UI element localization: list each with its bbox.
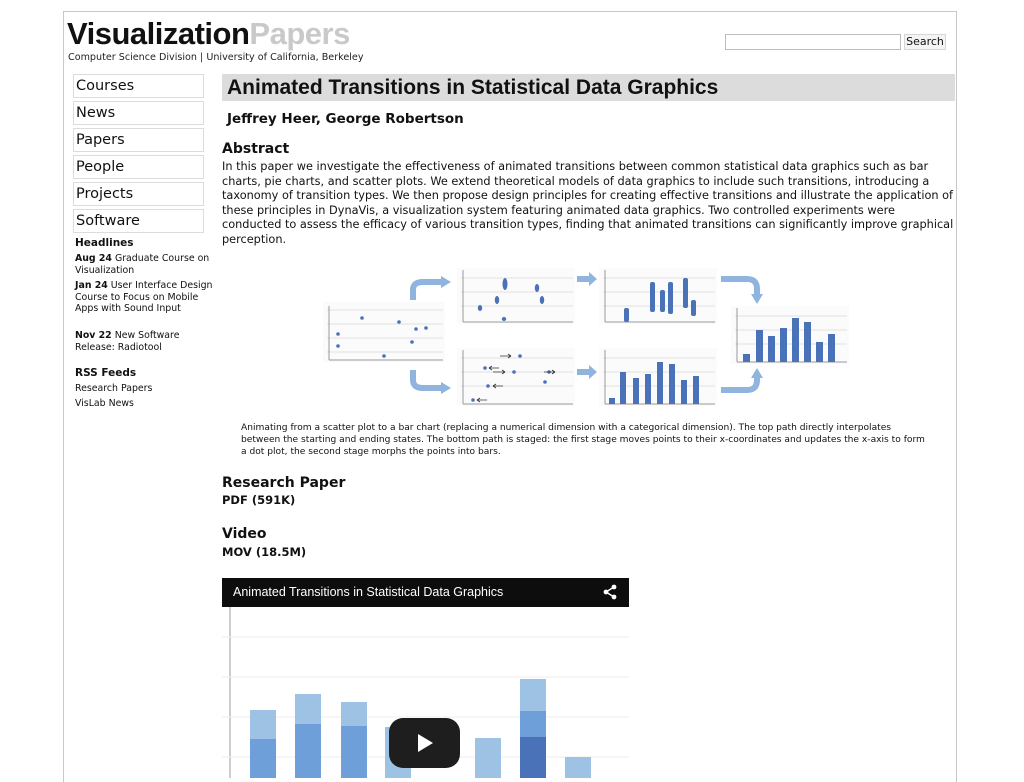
interpolation-panel	[457, 268, 575, 324]
abstract-text: In this paper we investigate the effectiveness of animated transitions between common statistical data graphics such as bar charts, pie charts, and scatter plots. We extend theoretical models of data graphics to include such transitions, introducing a taxonomy of transition types. We then propose design principles for creating effective transitions and illustrate the application of these principles in DynaVis, a visualization system featuring animated data graphics. Two controlled experiments were conducted to assess the efficacy of various transition types, finding that animated transitions can significantly improve graphical perception.	[222, 160, 954, 246]
headline-date: Aug 24	[75, 253, 112, 264]
headline-text: Graduate Course on Visualization	[75, 253, 210, 276]
headline-text: New Software Release: Radiotool	[75, 330, 180, 353]
video-heading: Video	[222, 526, 267, 542]
mov-link[interactable]: MOV (18.5M)	[222, 545, 307, 559]
video-title[interactable]: Animated Transitions in Statistical Data Graphics	[233, 585, 504, 599]
search-button[interactable]: Search	[904, 34, 946, 50]
sidebar-item-news[interactable]: News	[73, 101, 204, 125]
video-title-bar	[222, 578, 629, 607]
rss-heading: RSS Feeds	[75, 367, 137, 379]
sidebar-item-software[interactable]: Software	[73, 209, 204, 233]
video-bar-6	[520, 679, 546, 778]
title-bar	[222, 74, 955, 101]
logo-word-papers: Papers	[249, 16, 350, 51]
rss-link-research-papers[interactable]: Research Papers	[75, 383, 153, 394]
final-bar-chart-panel	[731, 306, 849, 364]
search-input[interactable]	[725, 34, 901, 50]
morph-panel	[599, 268, 717, 324]
sidebar-item-papers[interactable]: Papers	[73, 128, 204, 152]
abstract-heading: Abstract	[222, 141, 290, 157]
video-player[interactable]	[222, 578, 629, 778]
sidebar-item-people[interactable]: People	[73, 155, 204, 179]
sidebar-item-courses[interactable]: Courses	[73, 74, 204, 98]
play-icon	[389, 718, 460, 768]
video-bar-2	[295, 694, 321, 778]
pdf-link[interactable]: PDF (591K)	[222, 493, 296, 507]
headline-text: User Interface Design Course to Focus on Mobile Apps with Sound Input	[75, 280, 213, 314]
rss-link-vislab-news[interactable]: VisLab News	[75, 398, 134, 409]
scatter-plot-panel	[323, 302, 445, 362]
site-logo[interactable]	[67, 14, 350, 54]
headline-item[interactable]	[75, 330, 215, 353]
research-paper-heading: Research Paper	[222, 475, 346, 491]
sidebar-item-projects[interactable]: Projects	[73, 182, 204, 206]
site-subtitle: Computer Science Division | University of California, Berkeley	[68, 52, 364, 63]
page-title: Animated Transitions in Statistical Data Graphics	[227, 76, 719, 99]
video-bar-5	[475, 738, 501, 778]
logo-word-visualization: Visualization	[67, 16, 250, 51]
sidebar-nav	[73, 74, 204, 236]
headline-item[interactable]	[75, 253, 215, 276]
headline-date: Nov 22	[75, 330, 112, 341]
growing-bars-panel	[599, 348, 717, 406]
headline-date: Jan 24	[75, 280, 108, 291]
share-icon[interactable]	[602, 584, 618, 600]
headlines-heading: Headlines	[75, 237, 134, 249]
headline-item[interactable]	[75, 280, 215, 315]
dot-plot-panel	[457, 348, 575, 406]
paper-authors: Jeffrey Heer, George Robertson	[227, 111, 464, 127]
figure-caption: Animating from a scatter plot to a bar chart (replacing a numerical dimension with a categorical dimension). The top path directly interpolates between the starting and ending states. The bottom path is staged: the first stage moves points to their x-coordinates and updates the x-axis to form a dot plot, the second stage morphs the points into bars.	[241, 423, 925, 457]
video-bar-3	[341, 702, 367, 778]
play-button[interactable]	[389, 718, 460, 768]
transition-figure	[323, 266, 849, 408]
